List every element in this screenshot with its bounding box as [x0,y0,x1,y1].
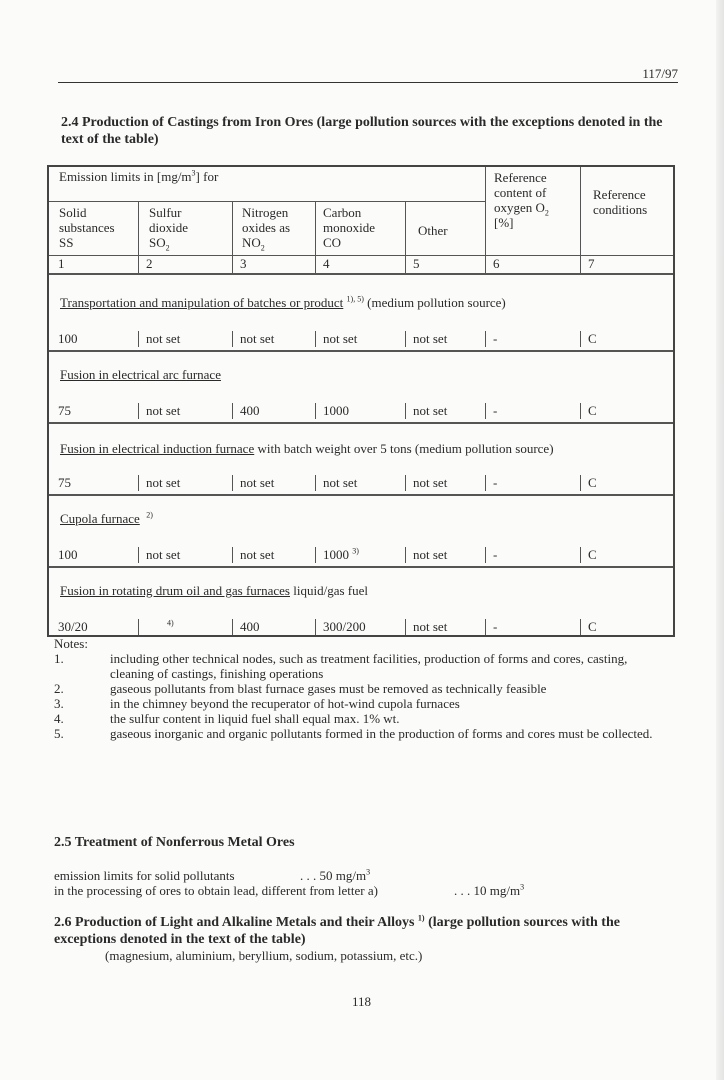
table-row [49,547,673,565]
section-2-6-subtitle: (magnesium, aluminium, beryllium, sodium, potassium, etc.) [105,948,423,963]
note-item: 1. including other technical nodes, such as treatment facilities, production of forms and cores, casting, cleaning of castings, finishing operations [54,651,628,681]
note-item: 3. in the chimney beyond the recuperator of hot-wind cupola furnaces [54,696,460,711]
table-cell: 75 [58,403,71,418]
table-cell: not set [138,475,180,491]
table-cell: not set [138,331,180,347]
column-header-other: Other [418,223,448,238]
table-cell: - [485,619,497,635]
ref-conditions-header: Reference conditions [593,187,648,217]
table-cell: not set [138,547,180,563]
table-cell: not set [405,475,447,491]
limit-row: emission limits for solid pollutants . . . 50 $mg/m^3$ [54,867,371,883]
column-number: 2 [138,256,153,272]
note-item: 5. gaseous inorganic and organic pollutants formed in the production of forms and cores must be collected. [54,726,653,741]
table-cell: not set [405,547,447,563]
table-row-title: Fusion in rotating drum oil and gas furnaces liquid/gas fuel [60,583,368,598]
row-divider [49,494,673,496]
table-cell: 400 [232,403,260,419]
column-number: 5 [405,256,420,272]
running-header: 117/97 [642,66,678,81]
table-cell: 100 [58,547,78,562]
table-cell: C [580,475,597,491]
table-row-title: Fusion in electrical arc furnace [60,367,221,382]
table-cell: not set [232,475,274,491]
table-row [49,403,673,421]
note-item: 2. gaseous pollutants from blast furnace gases must be removed as technically feasible [54,681,547,696]
table-row [49,331,673,349]
column-header-no2: Nitrogen oxides as $NO_2$ [242,205,291,253]
table-cell: - [485,475,497,491]
column-header-so2: Sulfur dioxide $SO_2$ [149,205,188,253]
table-row-title: Transportation and manipulation of batches or product $^{1), 5)}$ (medium pollution source) [60,294,506,310]
notes [54,636,674,741]
page-edge-shadow [716,0,724,1080]
table-cell: not set [315,331,357,347]
table-cell: C [580,619,597,635]
row-divider [49,566,673,568]
row-divider [49,350,673,352]
table-cell: 4) [138,619,174,635]
column-number: 4 [315,256,330,272]
table-cell: C [580,547,597,563]
table-cell: not set [405,403,447,419]
limit-row: in the processing of ores to obtain lead, different from letter a) . . . 10 $mg/m^3$ [54,882,525,898]
column-number: 3 [232,256,247,272]
table-cell: 300/200 [315,619,366,635]
ref-oxygen-header: Reference content of oxygen $O_2$ [%] [494,170,549,230]
table-cell: not set [138,403,180,419]
table-cell: 100 [58,331,78,346]
row-divider [49,422,673,424]
table-cell: not set [315,475,357,491]
table-cell: C [580,403,597,419]
table-cell: 75 [58,475,71,490]
table-cell: not set [405,619,447,635]
table-row [49,619,673,637]
section-2-4-title: 2.4 Production of Castings from Iron Ores (large pollution sources with the exceptions denoted in the text of the table) [61,115,663,147]
notes-heading: Notes: [54,636,88,651]
section-2-5 [54,834,614,898]
column-number: 7 [580,256,595,272]
table-cell: 400 [232,619,260,635]
emission-limits-table [47,165,675,637]
column-header-co: Carbon monoxide CO [323,205,375,250]
note-item: 4. the sulfur content in liquid fuel shall equal max. 1% wt. [54,711,400,726]
column-header-solid: Solid substances SS [59,205,115,250]
table-cell: 30/20 [58,619,88,634]
table-cell: 1000 $^{3)}$ [315,547,359,563]
section-2-6-title: 2.6 Production of Light and Alkaline Metals and their Alloys $^{1)}$ (large pollution sources with the exceptions denoted in the text of the table) [54,913,620,947]
page-number: 118 [352,994,372,1009]
table-cell: not set [405,331,447,347]
table-row-title: Cupola furnace $^{2)}$ [60,510,153,526]
column-number-row [49,256,673,274]
table-cell: not set [232,331,274,347]
table-row [49,475,673,493]
header-rule [58,82,678,83]
column-number: 1 [58,256,65,271]
table-row-title: Fusion in electrical induction furnace with batch weight over 5 tons (medium pollution source) [60,441,554,456]
table-cell: not set [232,547,274,563]
table-cell: - [485,547,497,563]
table-cell: 1000 [315,403,349,419]
table-cell: C [580,331,597,347]
header-divider [49,201,486,202]
emission-header: Emission limits in $[mg/m^3]$ for [59,168,219,184]
table-cell: - [485,331,497,347]
section-2-5-title: 2.5 Treatment of Nonferrous Metal Ores [54,835,295,850]
table-cell: - [485,403,497,419]
column-number: 6 [485,256,500,272]
